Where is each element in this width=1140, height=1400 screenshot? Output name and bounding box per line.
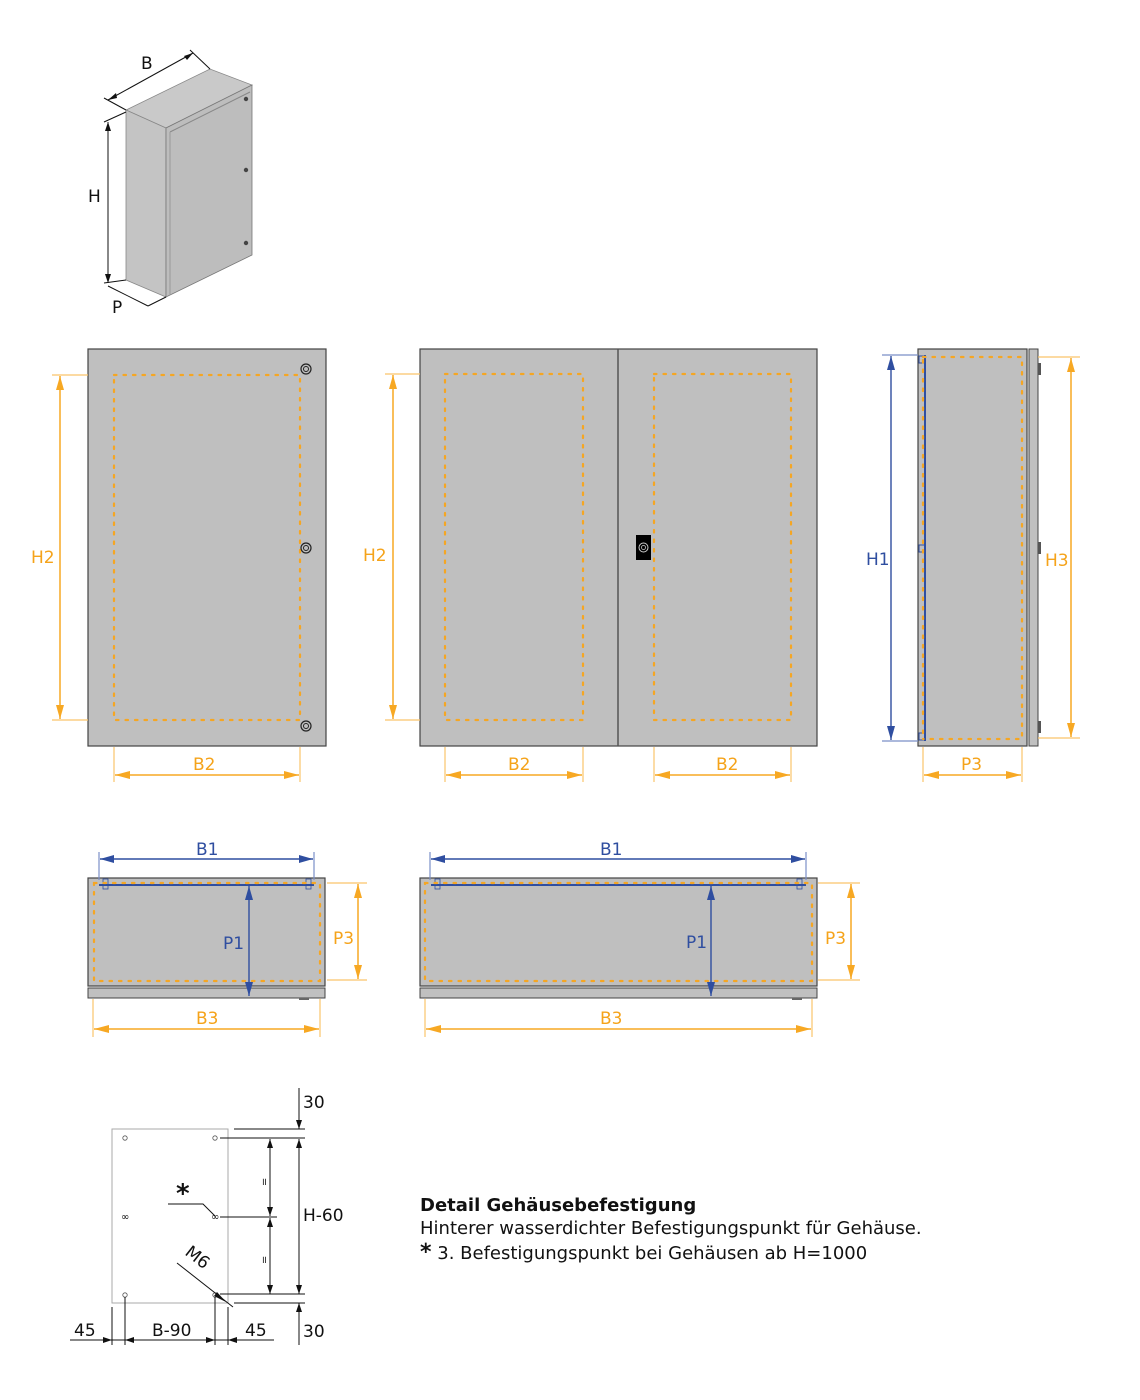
front-view-double-door xyxy=(363,349,817,782)
top-view-single xyxy=(88,840,367,1037)
hinge-icon xyxy=(1038,721,1041,733)
thread-label: M6 xyxy=(180,1242,214,1274)
inner-width-label: B2 xyxy=(193,755,216,775)
svg-text:∞: ∞ xyxy=(211,1212,220,1223)
fixing-detail-caption xyxy=(420,1195,922,1266)
hinge-icon xyxy=(244,168,248,172)
hinge-icon xyxy=(1038,363,1041,375)
right-margin-label: 45 xyxy=(245,1321,267,1341)
hole-spacing-label: H-60 xyxy=(303,1206,344,1226)
top-view-double xyxy=(420,840,860,1037)
side-view xyxy=(866,349,1080,782)
svg-text:∞: ∞ xyxy=(121,1212,130,1223)
hinge-icon xyxy=(244,97,248,101)
mounting-depth-label: P1 xyxy=(686,933,708,953)
caption-footnote: 3. Befestigungspunkt bei Gehäusen ab H=1000 xyxy=(437,1243,868,1264)
hinge-icon xyxy=(1038,542,1041,554)
mounting-width-label: B1 xyxy=(196,840,219,860)
mounting-height-label: H1 xyxy=(866,550,890,570)
overall-width-label: B3 xyxy=(196,1009,219,1029)
left-margin-label: 45 xyxy=(74,1321,96,1341)
equal-mark-lower: ॥ xyxy=(261,1255,267,1266)
overall-height-label: H3 xyxy=(1045,551,1069,571)
inner-height-label: H2 xyxy=(363,546,387,566)
overall-width-label: B3 xyxy=(600,1009,623,1029)
height-label-h: H xyxy=(88,187,101,207)
footnote-asterisk: * xyxy=(420,1240,432,1265)
caption-title: Detail Gehäusebefestigung xyxy=(420,1195,697,1216)
equal-mark-upper: ॥ xyxy=(261,1177,267,1188)
inner-depth-label: P3 xyxy=(825,929,847,949)
fixing-detail-drawing xyxy=(70,1088,344,1345)
inner-height-label: H2 xyxy=(31,548,55,568)
caption-footnote-row xyxy=(420,1241,922,1266)
mounting-width-label: B1 xyxy=(600,840,623,860)
hole-width-spacing-label: B-90 xyxy=(152,1321,192,1341)
mounting-depth-label: P1 xyxy=(223,934,245,954)
inner-depth-label: P3 xyxy=(333,929,355,949)
depth-label-p: P xyxy=(112,298,123,318)
hinge-icon xyxy=(244,241,248,245)
isometric-enclosure-view xyxy=(88,50,252,318)
lock-icon xyxy=(636,535,651,560)
right-inner-width-label: B2 xyxy=(716,755,739,775)
inner-depth-label: P3 xyxy=(961,755,983,775)
left-inner-width-label: B2 xyxy=(508,755,531,775)
width-label-b: B xyxy=(141,54,153,74)
caption-description: Hinterer wasserdichter Befestigungspunkt für Gehäuse. xyxy=(420,1218,922,1239)
front-view-single-door xyxy=(31,349,326,782)
asterisk-marker: * xyxy=(176,1179,190,1209)
top-offset-label: 30 xyxy=(303,1093,325,1113)
bottom-offset-label: 30 xyxy=(303,1322,325,1342)
